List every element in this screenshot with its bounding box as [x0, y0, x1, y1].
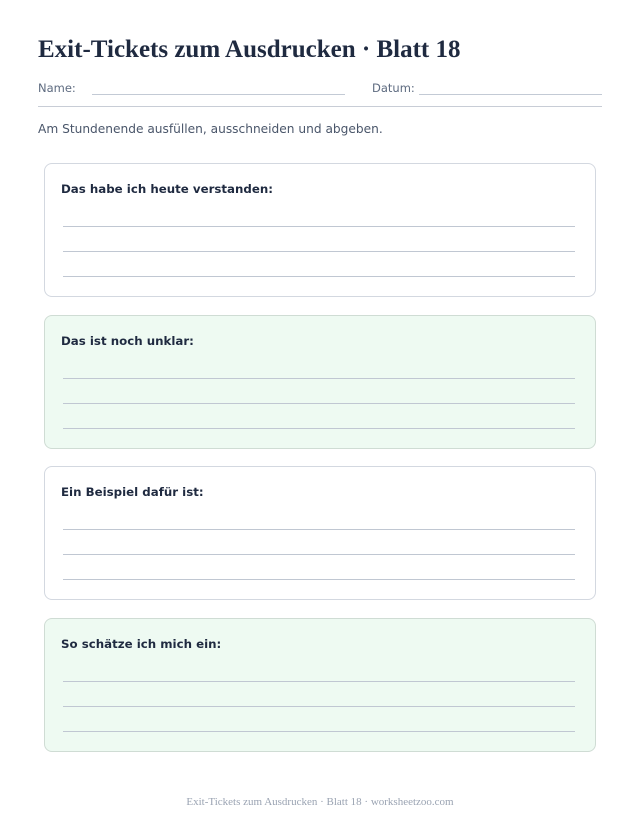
card-prompt: Das habe ich heute verstanden:: [61, 182, 273, 196]
name-field-line: [92, 94, 345, 95]
writing-line: [63, 706, 575, 707]
writing-line: [63, 226, 575, 227]
writing-line: [63, 579, 575, 580]
card-prompt: Das ist noch unklar:: [61, 334, 194, 348]
writing-line: [63, 554, 575, 555]
worksheet-title: Exit-Tickets zum Ausdrucken · Blatt 18: [38, 36, 461, 63]
writing-line: [63, 276, 575, 277]
writing-line: [63, 681, 575, 682]
instructions-text: Am Stundenende ausfüllen, ausschneiden und abgeben.: [38, 122, 383, 136]
exit-ticket-card-example: [44, 466, 596, 600]
writing-line: [63, 529, 575, 530]
date-field-line: [419, 94, 602, 95]
writing-line: [63, 428, 575, 429]
header-divider: [38, 106, 602, 107]
writing-line: [63, 378, 575, 379]
page-footer: Exit-Tickets zum Ausdrucken · Blatt 18 · worksheetzoo.com: [186, 796, 454, 808]
writing-line: [63, 251, 575, 252]
date-label: Datum:: [372, 81, 415, 95]
exit-ticket-card-unclear: [44, 315, 596, 449]
card-prompt: So schätze ich mich ein:: [61, 637, 222, 651]
card-prompt: Ein Beispiel dafür ist:: [61, 485, 204, 499]
writing-line: [63, 731, 575, 732]
name-label: Name:: [38, 81, 76, 95]
exit-ticket-card-understood: [44, 163, 596, 297]
exit-ticket-card-self-assessment: [44, 618, 596, 752]
writing-line: [63, 403, 575, 404]
